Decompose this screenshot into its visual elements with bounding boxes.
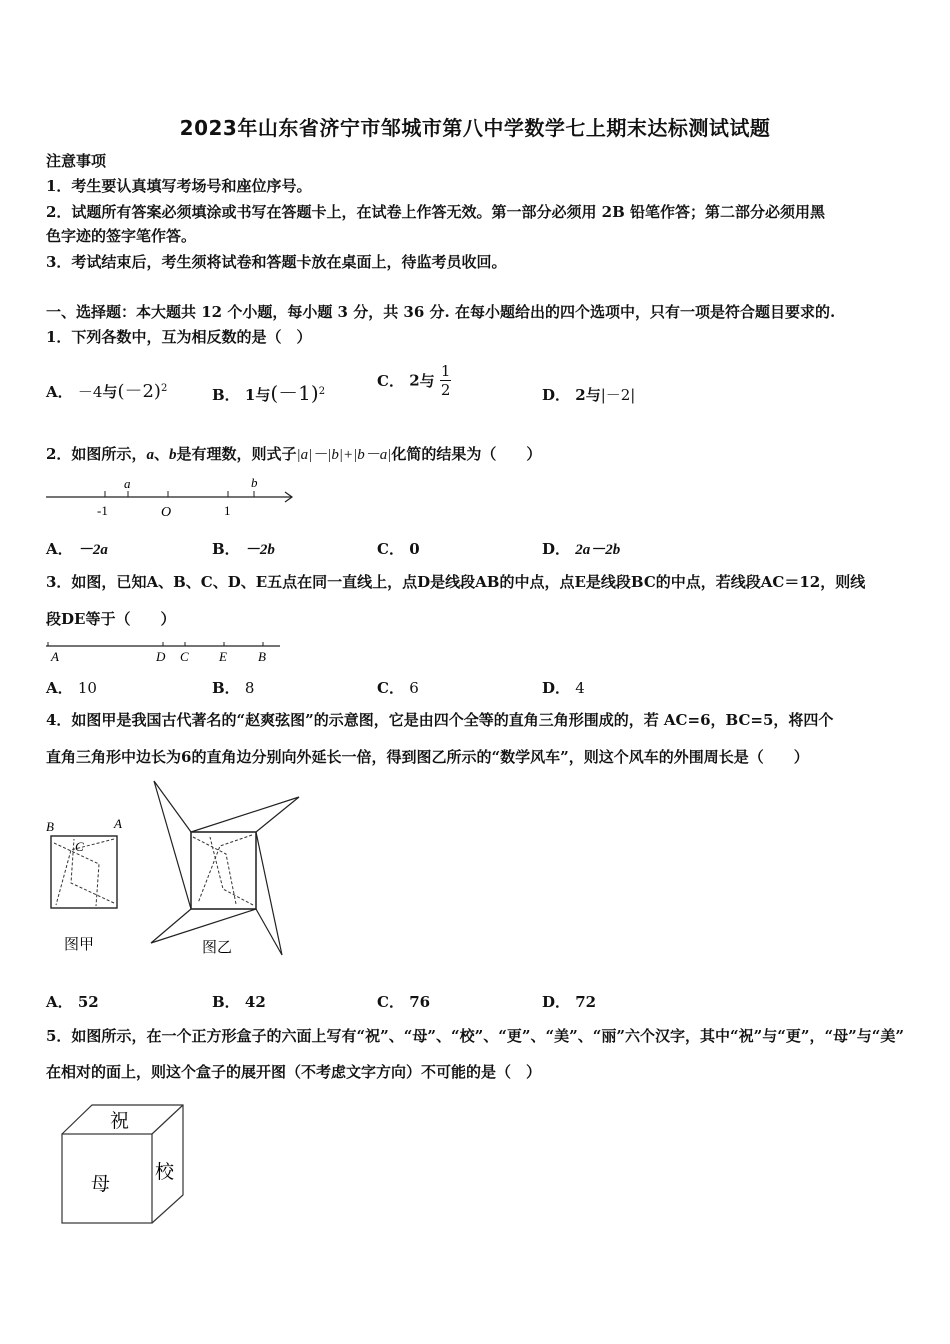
section-heading: 一、选择题：本大题共 12 个小题，每小题 3 分，共 36 分. 在每小题给出的四个选项中，只有一项是符合题目要求的. [46,303,836,321]
q3-label-c: C [180,649,189,664]
q4-yi-blade-bottom [151,909,256,943]
q1-option-d [542,384,635,405]
q1-option-a [46,377,167,403]
q1-option-c-term: 2 [409,371,420,390]
q1-option-c [377,362,451,399]
q4-jia-label-a: A [114,816,122,831]
q4-stem-line-2: 直角三角形中边长为6的直角边分别向外延长一倍，得到图乙所示的“数学风车”，则这个风车的外围周长是（ ） [46,748,809,766]
q4-yi-dashed-2 [198,835,252,903]
page-title: 2023年山东省济宁市邹城市第八中学数学七上期末达标测试试题 [179,116,771,140]
q4-option-c-label: C． [377,993,404,1011]
q3-option-a-value: 10 [77,679,97,697]
q4-option-a-value: 52 [77,993,99,1011]
q2-option-a-label: A． [46,540,73,558]
q4-jia-dashed-2 [56,839,114,905]
q1-option-b-label: B． [212,386,240,404]
q3-option-c-value: 6 [409,679,419,697]
q1-option-c-denominator: 2 [440,381,451,399]
q3-stem-line-1: 3．如图，已知A、B、C、D、E五点在同一直线上，点D是线段AB的中点，点E是线段BC的中点，若线段AC＝12，则线 [46,573,866,591]
q3-option-b-label: B． [212,679,240,697]
notice-item-1: 1．考生要认真填写考场号和座位序号。 [46,177,312,195]
notice-heading: 注意事项 [46,152,107,170]
q4-option-d [542,991,596,1012]
q2-label-b: b [251,475,258,490]
q5-stem-line-2: 在相对的面上，则这个盒子的展开图（不考虑文字方向）不可能的是（ ） [46,1063,542,1081]
q2-option-a [46,538,108,559]
q2-option-b-value: －2b [244,542,275,558]
notice-item-2-line-1: 2．试题所有答案必须填涂或书写在答题卡上，在试卷上作答无效。第一部分必须用 2B 铅笔作答；第二部分必须用黑 [46,203,826,221]
q4-yi-blade-top [191,797,299,832]
q2-option-c-value: 0 [409,540,420,558]
q2-var-b: b [168,447,177,463]
q2-label-one: 1 [224,503,231,518]
q3-option-d-value: 4 [575,679,585,697]
q2-stem-mid: 是有理数，则式子 [176,445,297,463]
q4-option-b-value: 42 [244,993,266,1011]
q5-cube-figure [55,1100,195,1230]
q4-jia-label-c: C [75,839,84,854]
q4-figure-yi [151,781,299,956]
q1-option-d-term: 2 [575,386,586,404]
q2-option-c-label: C． [377,540,404,558]
q3-option-a [46,677,97,698]
q2-stem-sep: 、 [153,445,169,463]
q1-option-d-abs: |－2| [600,386,636,404]
q3-segment-figure [40,636,290,666]
q1-option-a-power-exp: 2 [160,383,168,394]
q3-label-d: D [156,649,166,664]
q4-figures [40,775,320,975]
q2-label-origin: O [161,505,172,520]
q1-stem: 1．下列各数中，互为相反数的是（ ） [46,328,312,346]
q4-yi-blade-left [154,781,191,909]
q4-option-b-label: B． [212,993,240,1011]
q1-option-b-term: 1 [244,386,256,404]
q2-number-line-figure [40,470,310,522]
q2-option-a-value: －2a [77,542,108,558]
q2-option-d-value: 2a－2b [575,542,621,558]
q4-option-a-label: A． [46,993,73,1011]
q1-option-c-fraction [440,362,452,399]
q1-option-a-power-base: (－2) [117,381,161,402]
q4-option-a [46,991,99,1012]
q5-cube-front-char: 母 [91,1174,111,1195]
q3-option-b-value: 8 [244,679,255,697]
q5-cube-top-edge [152,1105,183,1134]
q4-figure-jia [46,816,122,953]
q5-stem-line-1: 5．如图所示，在一个正方形盒子的六面上写有“祝”、“母”、“校”、“更”、“美”、“丽”六个汉字，其中“祝”与“更”，“母”与“美” [46,1027,905,1045]
q3-label-b: B [258,649,266,664]
q4-yi-blade-right [256,832,282,955]
q1-option-c-numerator: 1 [440,362,451,380]
notice-item-2-line-2: 色字迹的签字笔作答。 [46,227,197,245]
q5-cube-top-char: 祝 [110,1111,130,1132]
q2-option-d [542,538,620,559]
q2-stem-suffix: 化简的结果为（ ） [391,445,542,463]
q2-option-c [377,538,420,559]
q4-caption-jia: 图甲 [64,937,95,953]
q2-option-d-label: D． [542,540,571,558]
q1-option-a-with: 与 [102,383,118,401]
q4-option-b [212,991,266,1012]
q4-yi-dashed-3 [210,837,253,905]
q4-caption-yi: 图乙 [202,940,233,956]
q4-stem-line-1: 4．如图甲是我国古代著名的“赵爽弦图”的示意图，它是由四个全等的直角三角形围成的，若 AC=6，BC=5，将四个 [46,711,834,729]
q2-var-a: a [146,447,154,463]
q1-option-b-power-exp: 2 [318,386,326,397]
q5-cube-side-char: 校 [155,1162,175,1183]
q3-option-a-label: A． [46,679,73,697]
q4-option-d-label: D． [542,993,571,1011]
q1-option-a-label: A． [46,383,73,401]
q2-expression: |a|－|b|+|b－a| [296,447,392,463]
q2-option-b-label: B． [212,540,240,558]
q2-option-b [212,538,275,559]
q3-stem-line-2: 段DE等于（ ） [46,610,176,628]
q3-option-c [377,677,419,698]
q2-label-minus-one: -1 [97,503,108,518]
q1-option-b-power-base: (－1) [270,381,319,405]
q2-stem-prefix: 2．如图所示， [46,445,147,463]
q3-label-e: E [219,649,227,664]
q1-option-d-with: 与 [585,386,601,404]
q3-option-d [542,677,585,698]
q4-option-d-value: 72 [575,993,597,1011]
q4-yi-dashed-1 [193,837,236,904]
q1-option-b-with: 与 [255,386,271,404]
q1-option-b [212,377,325,406]
q3-option-c-label: C． [377,679,404,697]
q4-yi-inner-square [191,832,256,909]
q4-option-c [377,991,430,1012]
q2-stem [46,444,541,465]
q3-option-b [212,677,254,698]
q1-option-d-label: D． [542,386,571,404]
q1-option-a-term: －4 [77,383,103,401]
q1-option-c-with: 与 [419,372,435,390]
q4-jia-label-b: B [46,819,54,834]
q3-option-d-label: D． [542,679,571,697]
q2-label-a: a [124,476,131,491]
q1-option-c-label: C． [377,372,404,390]
q3-label-a: A [51,649,59,664]
q4-option-c-value: 76 [409,993,431,1011]
notice-item-3: 3．考试结束后，考生须将试卷和答题卡放在桌面上，待监考员收回。 [46,253,507,271]
